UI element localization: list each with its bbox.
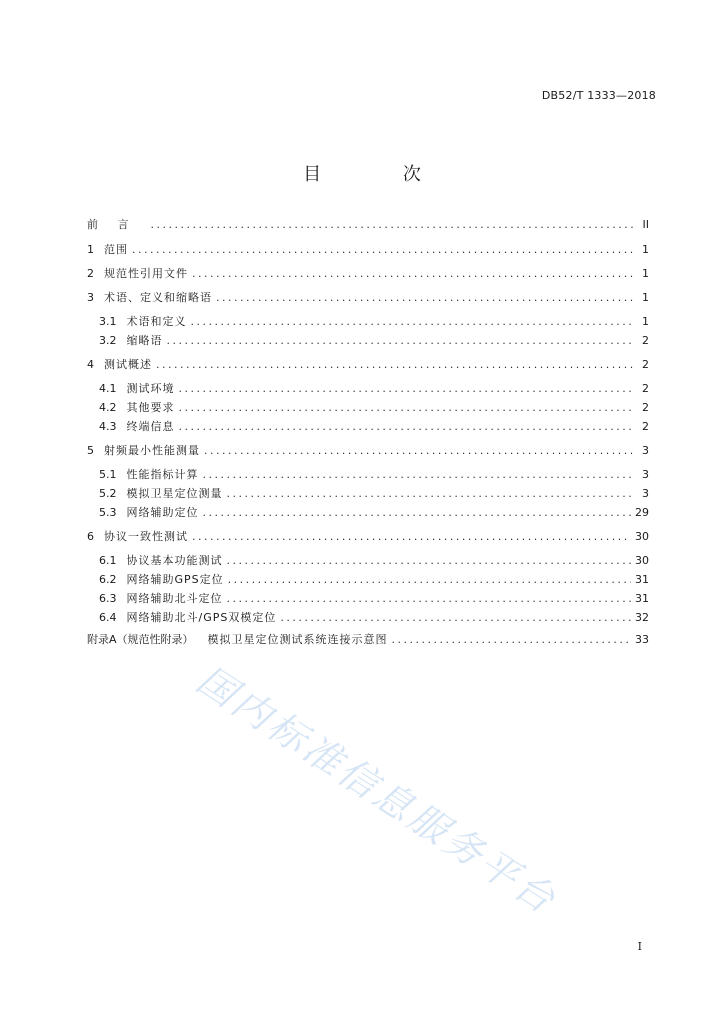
- toc-entry-page: 3: [642, 487, 649, 500]
- toc-entry-1[interactable]: [87, 243, 649, 257]
- toc-entry-title: 网络辅助定位: [126, 506, 199, 519]
- toc-entry-page: 2: [642, 401, 649, 414]
- toc-leader-dots: [179, 401, 634, 414]
- toc-entry-page: 1: [642, 315, 649, 328]
- toc-entry-page: 1: [642, 243, 649, 256]
- toc-entry-page: 2: [642, 420, 649, 433]
- toc-entry-title: 缩略语: [126, 334, 163, 347]
- toc-entry-6-1[interactable]: [99, 554, 649, 568]
- toc-leader-dots: [228, 573, 631, 586]
- toc-entry-title: 网络辅助GPS定位: [126, 573, 224, 586]
- toc-entry-number: 6.4: [99, 611, 117, 624]
- toc-entry-page: 3: [642, 444, 649, 457]
- toc-entry-number: 4.1: [99, 382, 117, 395]
- toc-leader-dots: [227, 592, 632, 605]
- toc-entry-number: 4: [87, 358, 94, 371]
- toc-entry-page: 33: [635, 633, 649, 646]
- toc-leader-dots: [167, 334, 634, 347]
- toc-entry-number: 4.2: [99, 401, 117, 414]
- toc-entry-title: 术语和定义: [126, 315, 187, 328]
- toc-entry-foreword[interactable]: [87, 218, 649, 232]
- toc-entry-5-2[interactable]: [99, 487, 649, 501]
- toc-leader-dots: [179, 420, 634, 433]
- toc-leader-dots: [392, 633, 631, 646]
- toc-leader-dots: [179, 382, 634, 395]
- toc-leader-dots: [227, 487, 634, 500]
- toc-entry-4-1[interactable]: [99, 382, 649, 396]
- toc-entry-6-3[interactable]: [99, 592, 649, 606]
- watermark: 国内标准信息服务平台: [189, 657, 566, 924]
- toc-entry-6-4[interactable]: [99, 611, 649, 625]
- toc-entry-appendix-a[interactable]: [87, 633, 649, 647]
- toc-entry-4[interactable]: [87, 358, 649, 372]
- toc-leader-dots: [204, 444, 633, 457]
- toc-entry-title: 终端信息: [126, 420, 175, 433]
- toc-entry-6[interactable]: [87, 530, 649, 544]
- toc-leader-dots: [216, 291, 633, 304]
- toc-entry-3-2[interactable]: [99, 334, 649, 348]
- toc-entry-page: 2: [642, 334, 649, 347]
- toc-entry-number: 5.1: [99, 468, 117, 481]
- toc-entry-page: II: [642, 218, 649, 231]
- toc-entry-number: 6.3: [99, 592, 117, 605]
- toc-entry-3-1[interactable]: [99, 315, 649, 329]
- toc-entry-number: 6.1: [99, 554, 117, 567]
- toc-entry-title: 测试环境: [126, 382, 175, 395]
- toc-entry-title: 网络辅助北斗定位: [126, 592, 223, 605]
- toc-entry-title: 网络辅助北斗/GPS双模定位: [126, 611, 277, 624]
- toc-leader-dots: [227, 554, 632, 567]
- toc-leader-dots: [191, 315, 634, 328]
- toc-entry-title: 规范性引用文件: [104, 267, 188, 280]
- toc-entry-number: 5.3: [99, 506, 117, 519]
- toc-leader-dots: [151, 218, 634, 231]
- toc-entry-number: 6.2: [99, 573, 117, 586]
- toc-entry-title: 协议基本功能测试: [126, 554, 223, 567]
- toc-entry-number: 4.3: [99, 420, 117, 433]
- toc-leader-dots: [280, 611, 631, 624]
- toc-entry-number: 1: [87, 243, 94, 256]
- toc-entry-page: 1: [642, 291, 649, 304]
- toc-entry-number: 3: [87, 291, 94, 304]
- toc-entry-number: 前 言: [87, 218, 137, 231]
- toc-leader-dots: [192, 530, 631, 543]
- toc-entry-page: 30: [635, 554, 649, 567]
- toc-entry-number: 附录A（规范性附录）: [87, 633, 194, 646]
- toc-entry-title: 术语、定义和缩略语: [104, 291, 212, 304]
- toc-entry-5[interactable]: [87, 444, 649, 458]
- toc-leader-dots: [203, 506, 632, 519]
- toc-entry-title: 模拟卫星定位测试系统连接示意图: [207, 633, 388, 646]
- toc-entry-title: 模拟卫星定位测量: [126, 487, 223, 500]
- toc-leader-dots: [192, 267, 633, 280]
- toc-entry-number: 5: [87, 444, 94, 457]
- toc-entry-page: 31: [635, 573, 649, 586]
- toc-entry-title: 范围: [104, 243, 128, 256]
- toc-entry-page: 2: [642, 382, 649, 395]
- toc-entry-page: 30: [635, 530, 649, 543]
- toc-entry-number: 6: [87, 530, 94, 543]
- toc-entry-page: 3: [642, 468, 649, 481]
- toc-entry-page: 32: [635, 611, 649, 624]
- standard-code: DB52/T 1333—2018: [541, 89, 656, 102]
- page-number: I: [637, 940, 642, 953]
- toc-entry-title: 协议一致性测试: [104, 530, 188, 543]
- toc-entry-number: 5.2: [99, 487, 117, 500]
- page-title: 目 次: [303, 164, 459, 185]
- toc-entry-5-1[interactable]: [99, 468, 649, 482]
- toc-entry-6-2[interactable]: [99, 573, 649, 587]
- toc-entry-number: 3.1: [99, 315, 117, 328]
- toc-entry-title: 性能指标计算: [126, 468, 199, 481]
- toc-leader-dots: [132, 243, 633, 256]
- toc-entry-page: 1: [642, 267, 649, 280]
- toc-entry-3[interactable]: [87, 291, 649, 305]
- toc-entry-number: 2: [87, 267, 94, 280]
- toc-entry-2[interactable]: [87, 267, 649, 281]
- toc-entry-4-2[interactable]: [99, 401, 649, 415]
- toc-entry-number: 3.2: [99, 334, 117, 347]
- toc-entry-title: 其他要求: [126, 401, 175, 414]
- toc-entry-5-3[interactable]: [99, 506, 649, 520]
- toc-leader-dots: [203, 468, 634, 481]
- toc-entry-title: 测试概述: [104, 358, 152, 371]
- toc-entry-page: 31: [635, 592, 649, 605]
- toc-entry-page: 29: [635, 506, 649, 519]
- toc-leader-dots: [156, 358, 633, 371]
- toc-entry-title: 射频最小性能测量: [104, 444, 200, 457]
- toc-entry-page: 2: [642, 358, 649, 371]
- toc-entry-4-3[interactable]: [99, 420, 649, 434]
